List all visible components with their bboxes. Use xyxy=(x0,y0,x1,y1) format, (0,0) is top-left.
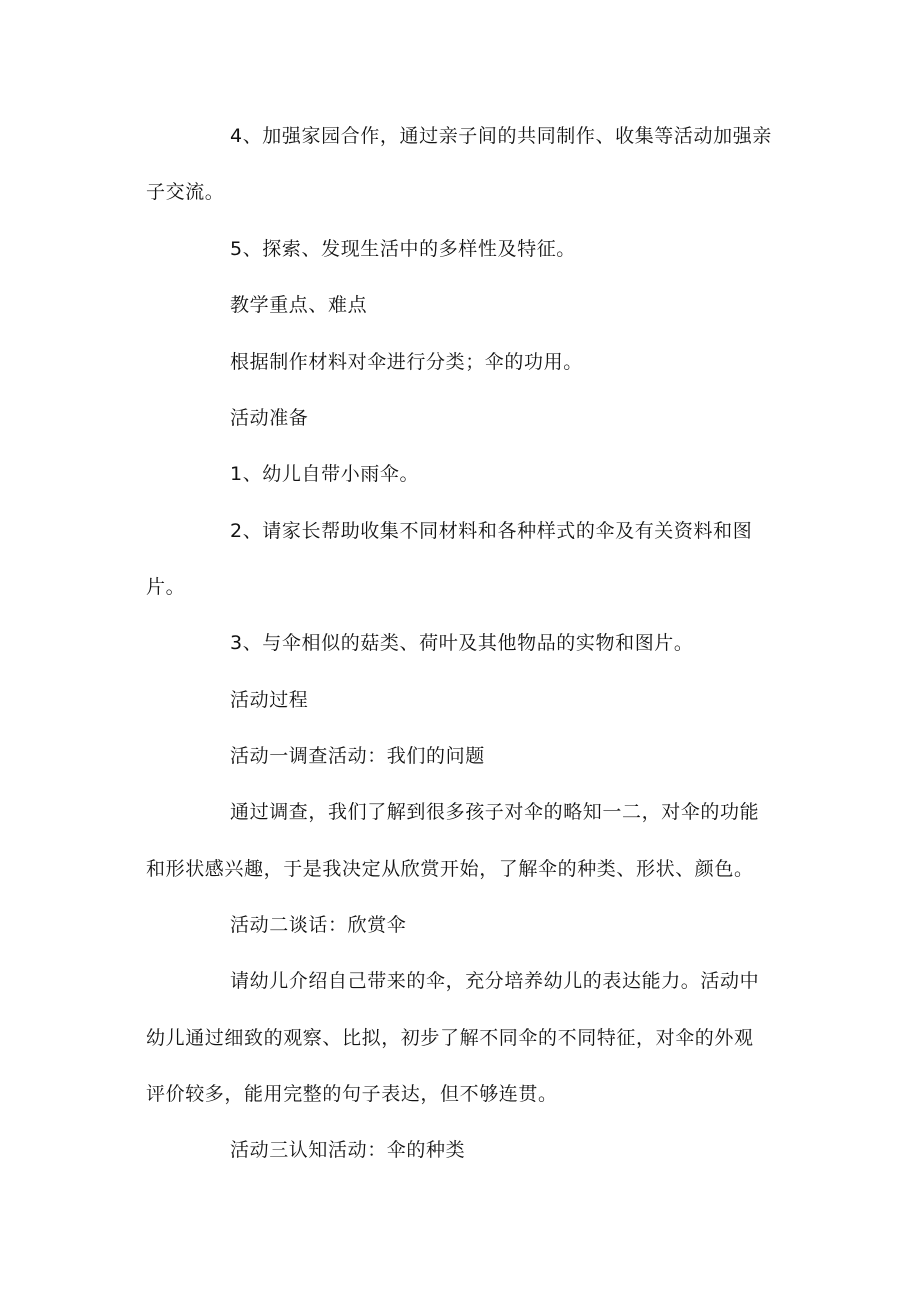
section-heading: 活动过程 xyxy=(230,689,309,711)
text-line: 5、探索、发现生活中的多样性及特征。 xyxy=(230,238,576,260)
text-line: 评价较多，能用完整的句子表达，但不够连贯。 xyxy=(146,1083,558,1105)
subsection-heading: 活动一调查活动：我们的问题 xyxy=(230,745,485,767)
text-line: 子交流。 xyxy=(146,181,225,203)
text-line: 2、请家长帮助收集不同材料和各种样式的伞及有关资料和图 xyxy=(230,520,753,542)
text-line: 1、幼儿自带小雨伞。 xyxy=(230,463,420,485)
text-line: 通过调查，我们了解到很多孩子对伞的略知一二，对伞的功能 xyxy=(230,801,760,823)
subsection-heading: 活动二谈话：欣赏伞 xyxy=(230,914,407,936)
text-line: 幼儿通过细致的观察、比拟，初步了解不同伞的不同特征，对伞的外观 xyxy=(146,1027,754,1049)
subsection-heading: 活动三认知活动：伞的种类 xyxy=(230,1139,466,1161)
text-line: 和形状感兴趣，于是我决定从欣赏开始，了解伞的种类、形状、颜色。 xyxy=(146,858,754,880)
section-heading: 教学重点、难点 xyxy=(230,294,368,316)
text-line: 3、与伞相似的菇类、荷叶及其他物品的实物和图片。 xyxy=(230,632,694,654)
section-heading: 活动准备 xyxy=(230,407,309,429)
text-line: 4、加强家园合作，通过亲子间的共同制作、收集等活动加强亲 xyxy=(230,125,772,147)
text-line: 片。 xyxy=(146,576,186,598)
text-line: 根据制作材料对伞进行分类；伞的功用。 xyxy=(230,351,583,373)
text-line: 请幼儿介绍自己带来的伞，充分培养幼儿的表达能力。活动中 xyxy=(230,970,760,992)
